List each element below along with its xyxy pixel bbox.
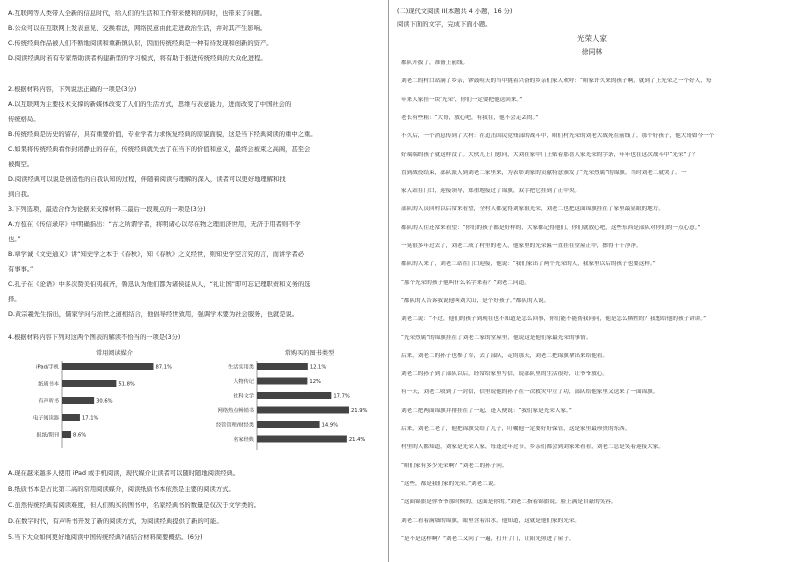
section-intro: 阅读下面的文字，完成下面小题。 xyxy=(397,21,492,28)
charts-figure xyxy=(20,347,380,455)
question-line: 也。” xyxy=(8,236,21,243)
option-line: B.纸质书本是占比第二高的常用阅读媒介，阅读纸质书本依然是主要的阅读方式。 xyxy=(8,486,235,493)
bar xyxy=(62,431,71,438)
right-column xyxy=(388,0,794,562)
bar xyxy=(257,421,320,428)
category-label: 纸质书本 xyxy=(38,381,59,388)
data-label: 8.6% xyxy=(73,432,87,439)
story-line: 刘老二把两面锦旗并排挂在了一起，逢人便说：“我们家是光荣人家。” xyxy=(401,407,572,414)
section-header: (二)现代文阅读 II(本题共 4 小题，16 分) xyxy=(397,8,513,15)
data-label: 14.9% xyxy=(321,422,339,429)
question-line: A.方苞在《传信录序》中明确指出：“古之所谓学者，将明诸心以尽在物之理而济世用，无济于用者则不学 xyxy=(8,221,301,228)
story-line: 不久后，一个消息传到了大村：在追击国民党残部的战斗中，咱们村光荣的刘老大战死在前线了，那个好孩子，他大哥如今一个 xyxy=(401,133,715,140)
question-line: B.传统经典是历史的留存，具有重要价值，专业学者力求恢复经典的原貌面貌，这是当下经典阅读的重中之重。 xyxy=(8,131,317,138)
category-label: 网络热点畅销书 xyxy=(217,408,254,414)
question-line: 3.下列选项，最适合作为论据来支撑材料二最后一段观点的一项是(3分) xyxy=(8,206,206,213)
story-line: “都队的人告诉我说他叫刘大山，是个好孩子。”都队的人说。 xyxy=(401,297,550,304)
story-line: 家人站在门口，迎接领导，郑重地接过了锦旗，双手把它挂到了正中央。 xyxy=(401,188,581,195)
data-label: 51.8% xyxy=(118,381,135,388)
data-label: 12.1% xyxy=(309,364,327,371)
bar xyxy=(257,407,349,414)
option-line: 5.当下大众如何更好地阅读中国传统经典?请结合材料简要概括。(6分) xyxy=(8,534,203,541)
story-line: “咱们家有多少光荣啊？”刘老二的孙子问。 xyxy=(401,462,508,469)
story-line: 村里的人都知道，刘家是光荣人家，每逢过年过节，乡亲们都会到刘家来看看，刘老二总是笑着迎接大家。 xyxy=(401,444,664,451)
category-label: 人物传记 xyxy=(233,379,254,385)
reading-media-chart xyxy=(33,349,172,448)
data-label: 21.4% xyxy=(348,437,366,443)
story-line: “那个光荣的孩子他叫什么名字来着？”刘老二问道。 xyxy=(401,279,530,286)
question-line: B.章学诚《文史通义》讲“知史学之本于《春秋》，知《春秋》之义经世，则知史学空言究的言，而讲学者必 xyxy=(8,251,305,258)
bar xyxy=(62,380,116,387)
question-line: C.孔子在《论语》中多次赞美伯夷叔齐，鲁迅认为他们都为诸侯徒从人，“礼让国”即可忘记理职责和义务的选 xyxy=(8,281,311,288)
bar xyxy=(257,363,308,370)
book-types-chart xyxy=(216,349,368,450)
question-line: A.互联网等人类带人全新的信息时代，给人们的生活和工作带来便利的同时，也带来了问题。 xyxy=(8,10,267,17)
bar xyxy=(62,397,94,404)
category-label: 经管管理/财经类 xyxy=(215,422,254,429)
story-line: 刘老二的孙子到了部队以后，经常给家里写信，说部队里的生活很好，让爷爷放心。 xyxy=(401,371,608,378)
bar xyxy=(62,363,153,370)
story-line: 老长有些粗：“大哥，放心吧，有我在，他不会走丢的。” xyxy=(401,114,539,121)
left-column xyxy=(0,0,388,562)
question-line: 2.根据材料内容，下列说法正确的一项是(3分) xyxy=(8,86,137,93)
story-line: 都队开拔了，准备上前线。 xyxy=(401,60,469,66)
story-line: 一晃很多年过去了，刘老二成了村里的老人，他家里的光荣匾一直挂在堂屋正中，擦得干干净净。 xyxy=(401,243,642,249)
story-line: 后来，刘老二的孙子也参了军，去了部队，走的那天，刘老二把锦旗拿出来给他看。 xyxy=(401,352,608,359)
story-line: “光荣烈属”的锦旗挂在了刘老二家的堂屋里，他说这是他们家最光荣的事情。 xyxy=(401,334,592,341)
story-line: “这面锦旗是你爷爷那时候的，这面是你的。”刘老二指着锦旗说，脸上满是自豪的笑容。 xyxy=(401,499,617,506)
story-line: 都队的人来了，刘老二站在门口迎接，他说：“我们家出了两个光荣的人，我家里以后的孩子也要这样。” xyxy=(401,261,656,268)
category-label: 有声听书 xyxy=(38,398,59,405)
category-label: 生活实用类 xyxy=(228,364,254,371)
bar xyxy=(257,378,307,385)
category-label: iPad/手机 xyxy=(36,364,59,371)
question-line: D.黄宗羲先生指出，儒家学问与治世之道相结合，他倡导经世致用，强调学术要为社会服务，也就是说。 xyxy=(8,311,299,318)
question-line: 4.根据材料内容下列对这两个图表的解读不恰当的一项是(3分) xyxy=(8,334,181,341)
bar xyxy=(257,436,347,443)
option-line: C.虽然传统经典有阅读难度，但人们购买的图书中，名家经典书的数量是仅次于文学类的。 xyxy=(8,502,260,509)
chart-title: 常用阅读媒介 xyxy=(95,350,134,357)
question-line: C.传统经典作品被人们不断地阅读和重新镇认识，因而传统经典是一种有待发现和创新的资产。 xyxy=(8,40,273,47)
category-label: 电子阅读器 xyxy=(33,415,59,422)
bar xyxy=(62,414,80,421)
story-title: 光荣人家 xyxy=(577,34,607,43)
question-line: 传统格局。 xyxy=(8,116,40,123)
question-line: 被掏空。 xyxy=(8,161,34,168)
story-line: 都队的人往还常来看望：“你们的孩子都是好样的，大家都记得他们，你们就放心吧，这些东西是部队对你们的一点心意。” xyxy=(401,224,701,231)
story-line: 部队的人员回村以后常来看望，全村人都觉得刘家很光荣，刘老二也把这面锦旗挂在了家里最显眼的地方。 xyxy=(401,206,664,213)
story-line: 有一天，刘老二收到了一封信，信里说他的孙子在一次救灾中立了功，部队给他家里又送来了一面锦旗。 xyxy=(401,389,659,396)
question-line: D.阅读经典时若有专家帮助读者构建新型的学习模式，将有助于推进传统经典的大众化进程。 xyxy=(8,55,267,62)
question-line: D.阅读经典可以说是创造性的自我认知的过程，伴随着阅读与理解的深入，读者可以更好地理解和找 xyxy=(8,176,286,183)
category-label: 报纸/期刊 xyxy=(36,432,59,439)
story-line: “这些，都是我们家的光荣。”刘老二说。 xyxy=(401,480,500,487)
question-line: A.以互联网为主要技术支撑的新媒体改变了人们的生活方式，思维与表意能力，进而改变了中国社会的 xyxy=(8,101,292,108)
question-line: 有事事。” xyxy=(8,266,34,273)
data-label: 17.1% xyxy=(81,415,99,422)
data-label: 87.1% xyxy=(155,364,172,371)
category-label: 社科文学 xyxy=(233,393,254,400)
question-line: B.公众可以在互联网上发表意见、交换看法，网络民意由此走进政治生活，并对其产生影响。 xyxy=(8,25,267,32)
question-line: C.如果将传统经典看作封闭静止的存在，传统经典就失去了在当下的价值和意义，最终会被束之高阁，甚至会 xyxy=(8,146,311,153)
story-line: 年来人家挂一块‘光荣’，你们一定要把他送回来。” xyxy=(401,96,523,103)
chart-title: 常购买的图书类型 xyxy=(284,350,335,357)
data-label: 21.9% xyxy=(350,408,368,414)
option-line: A.现在越来越多人使用 iPad 或手机阅读，现代媒介让读者可以随时随地阅读经典。 xyxy=(8,470,240,477)
story-line: 刘老二看着满墙的锦旗，眼里含着泪水，他知道，这就是他们家的光荣。 xyxy=(401,517,581,524)
story-line: 直到战役结束，部队派人到刘老二家里来，为表彰刘家的贡献特意颁发了“光荣烈属”的锦旗。当时刘老二就哭了。一 xyxy=(401,169,687,176)
bar xyxy=(257,392,331,399)
story-author: 徐同林 xyxy=(581,48,603,56)
story-line: 刘老二说：“不过，他们的孩子到现在也不知道是怎么回事，你们能不能帮我问问，他是怎么牺牲的？我想给他的孩子讲讲。” xyxy=(401,316,706,323)
question-line: 择。 xyxy=(8,296,21,303)
story-line: “是不是这样啊？”刘老二又问了一遍，打开了门，让阳光照进了屋子。 xyxy=(401,535,575,542)
data-label: 17.7% xyxy=(333,393,350,400)
story-line: 刘老二的村口站满了乡亲，锣鼓喧天的当中挑着兴奋的乡亲们家人欢呼：“咱家许久来的孩子啊，就到了上光荣之一个好人，每 xyxy=(401,78,712,85)
story-line: 好端端的孩子就这样没了。大伙儿上门慰问，大刘在家中门上贴着那喜人家光荣的字条，年年也在这次战斗中“光荣”了？ xyxy=(401,151,698,158)
category-label: 名家经典 xyxy=(233,437,254,443)
option-line: D.在数字时代，有声听书开发了新的阅读方式，为阅读经典提供了新的可能。 xyxy=(8,518,223,525)
story-line: 后来，刘老二老了，他把锦旗交给了儿子，叮嘱他一定要好好保管，这是家里最珍贵的东西。 xyxy=(401,426,631,432)
data-label: 12% xyxy=(309,379,321,385)
data-label: 30.6% xyxy=(96,398,113,405)
question-line: 到自我。 xyxy=(8,191,34,198)
